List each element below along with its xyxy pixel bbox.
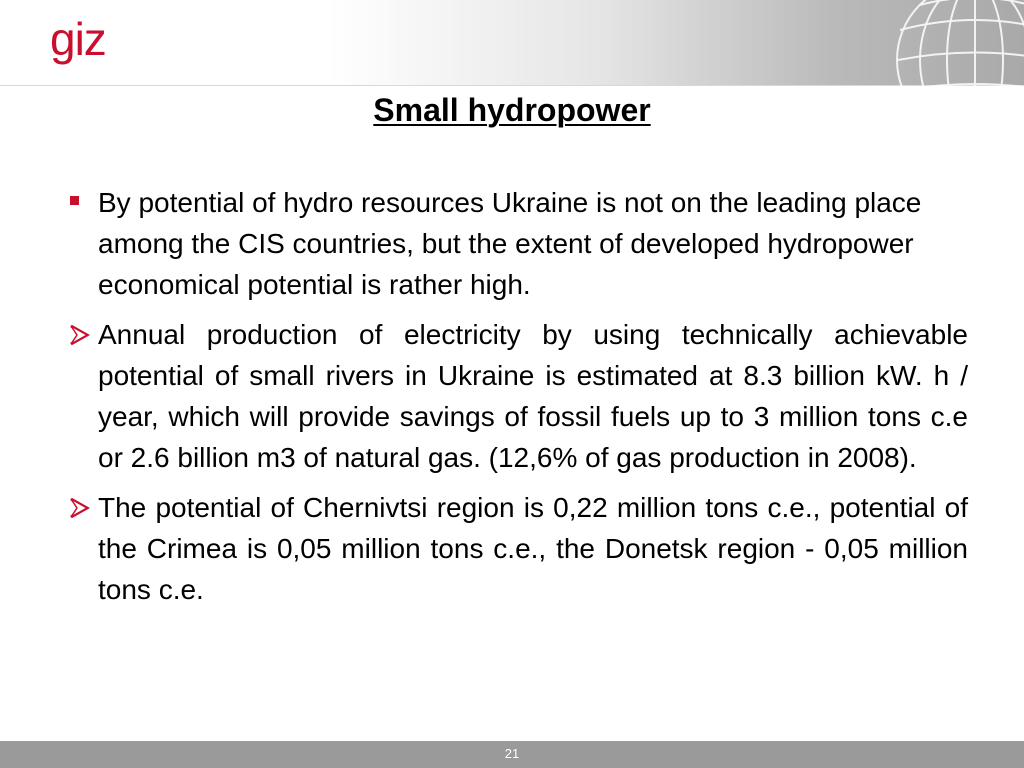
bullet-item bbox=[66, 182, 968, 305]
bullet-text: Annual production of electricity by using technically achievable potential of small rivers in Ukraine is estimated at 8.3 billion kW. h / year, which will provide savings of fossil fuels up to 3 million tons c.e or 2.6 billion m3 of natural gas. (12,6% of gas production in 2008). bbox=[98, 319, 968, 473]
bullet-list bbox=[66, 182, 968, 619]
arrow-bullet-icon bbox=[68, 324, 90, 346]
square-bullet-icon bbox=[70, 196, 79, 205]
slide-header bbox=[0, 0, 1024, 86]
bullet-text: The potential of Chernivtsi region is 0,22 million tons c.e., potential of the Crimea is 0,05 million tons c.e., the Donetsk region - 0,05 million tons c.e. bbox=[98, 492, 968, 605]
bullet-item bbox=[66, 487, 968, 610]
bullet-item bbox=[66, 314, 968, 478]
bullet-text: By potential of hydro resources Ukraine is not on the leading place among the CIS countries, but the extent of developed hydropower economical potential is rather high. bbox=[98, 187, 922, 300]
giz-logo: giz bbox=[50, 13, 106, 65]
globe-icon bbox=[880, 0, 1024, 100]
slide-title-text: Small hydropower bbox=[373, 92, 651, 128]
slide-title bbox=[0, 92, 1024, 129]
header-divider bbox=[0, 85, 1024, 86]
page-number: 21 bbox=[504, 746, 520, 761]
arrow-bullet-icon bbox=[68, 497, 90, 519]
slide-footer bbox=[0, 741, 1024, 768]
